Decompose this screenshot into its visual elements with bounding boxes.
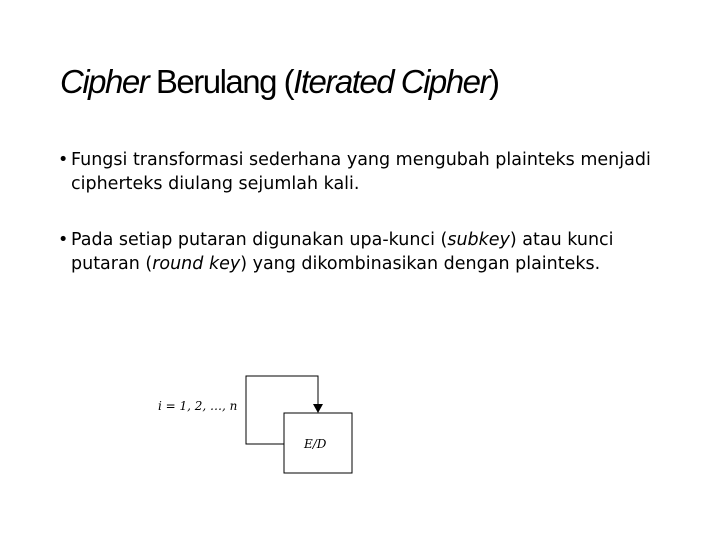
- arrow-head-icon: [313, 404, 323, 413]
- bullet-marker: •: [58, 230, 69, 250]
- bullet-text-part: ) yang dikombinasikan dengan plainteks.: [240, 254, 601, 274]
- title-berulang: Berulang (: [148, 63, 294, 100]
- round-key-term: round key: [152, 254, 241, 274]
- loop-label: i = 1, 2, …, n: [158, 399, 238, 413]
- bullet-item: [58, 228, 678, 276]
- bullet-text: [71, 230, 614, 274]
- title-close-paren: ): [488, 63, 499, 100]
- ed-box-label: E/D: [304, 437, 327, 451]
- bullet-item: [58, 148, 678, 196]
- bullet-marker: •: [58, 150, 69, 170]
- bullet-text-part: Pada setiap putaran digunakan upa-kunci (: [71, 230, 448, 250]
- title-cipher: Cipher: [60, 63, 149, 100]
- slide-title: [60, 60, 498, 104]
- title-iterated-cipher: Iterated Cipher: [293, 63, 489, 100]
- iteration-diagram: [150, 368, 370, 488]
- bullet-text: Fungsi transformasi sederhana yang mengubah plainteks menjadi cipherteks diulang sejumlah kali.: [71, 150, 651, 194]
- bullet-text-part: ) atau kunci putaran (: [71, 230, 614, 274]
- subkey-term: subkey: [447, 230, 510, 250]
- bullet-list: [58, 148, 678, 308]
